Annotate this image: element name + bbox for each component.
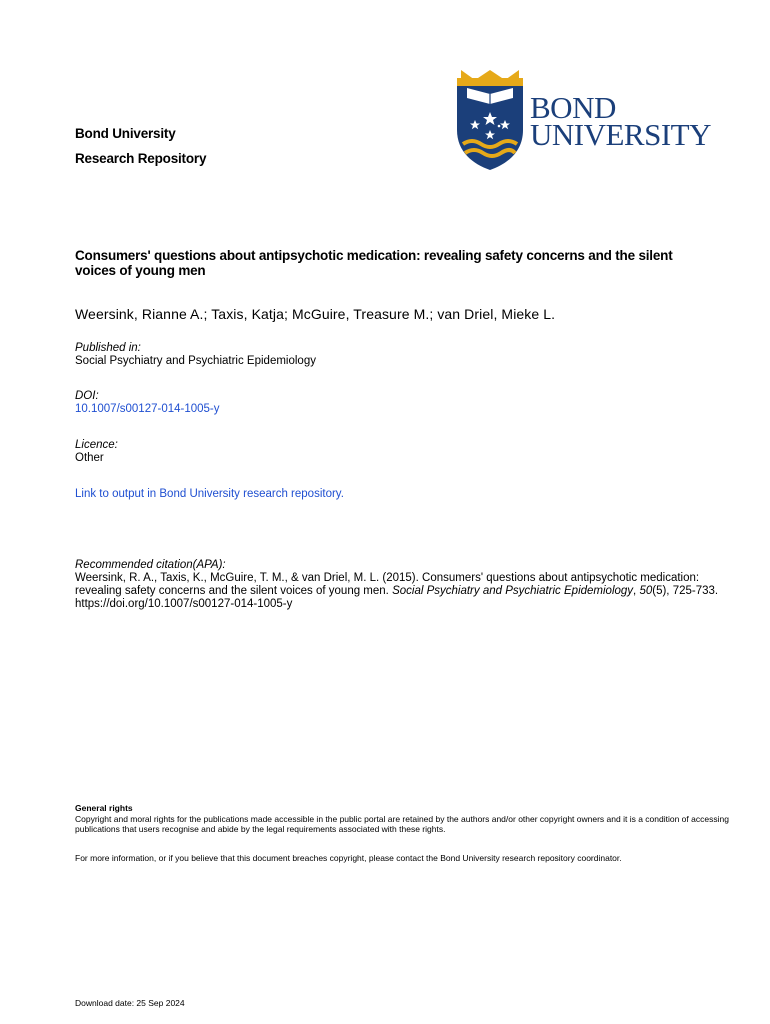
published-in-value: Social Psychiatry and Psychiatric Epidemiology [75, 355, 316, 367]
doi-link[interactable]: 10.1007/s00127-014-1005-y [75, 403, 220, 415]
bond-university-logo [455, 68, 730, 171]
licence-label: Licence: [75, 439, 118, 451]
repository-output-link[interactable]: Link to output in Bond University research repository. [75, 488, 344, 500]
doi-label: DOI: [75, 390, 99, 402]
logo-text-line2: UNIVERSITY [530, 117, 711, 152]
citation-pages-doi: (5), 725-733. https://doi.org/10.1007/s00127-014-1005-y [75, 585, 719, 610]
paper-authors: Weersink, Rianne A.; Taxis, Katja; McGuire, Treasure M.; van Driel, Mieke L. [75, 306, 556, 322]
citation-label: Recommended citation(APA): [75, 559, 226, 571]
licence-value: Other [75, 452, 104, 464]
general-rights-title: General rights [75, 803, 133, 813]
citation-volume: 50 [639, 585, 653, 597]
logo-text-line1: BOND [530, 90, 616, 125]
paper-title: Consumers' questions about antipsychotic medication: revealing safety concerns and the silent voices of young men [75, 248, 673, 278]
crest-icon [455, 68, 525, 171]
published-in-label: Published in: [75, 342, 141, 354]
download-date: Download date: 25 Sep 2024 [75, 998, 185, 1008]
citation-main: Weersink, R. A., Taxis, K., McGuire, T. M., & van Driel, M. L. (2015). Consumers' questions about antipsychotic medication: revealing safety concerns and the silent voices of young men. [75, 572, 700, 597]
citation-text [75, 572, 735, 611]
citation-journal: Social Psychiatry and Psychiatric Epidemiology [392, 585, 634, 597]
general-rights-text: Copyright and moral rights for the publications made accessible in the public portal are retained by the authors and/or other copyright owners and it is a condition of accessing publications that users recognise and abide by the legal requirements associated with these rights. [75, 814, 729, 834]
citation-separator: , [633, 585, 637, 597]
repository-subtitle: Research Repository [75, 151, 207, 166]
more-info-text: For more information, or if you believe that this document breaches copyright, please contact the Bond University research repository coordinator. [75, 853, 622, 863]
repository-name: Bond University [75, 126, 176, 141]
